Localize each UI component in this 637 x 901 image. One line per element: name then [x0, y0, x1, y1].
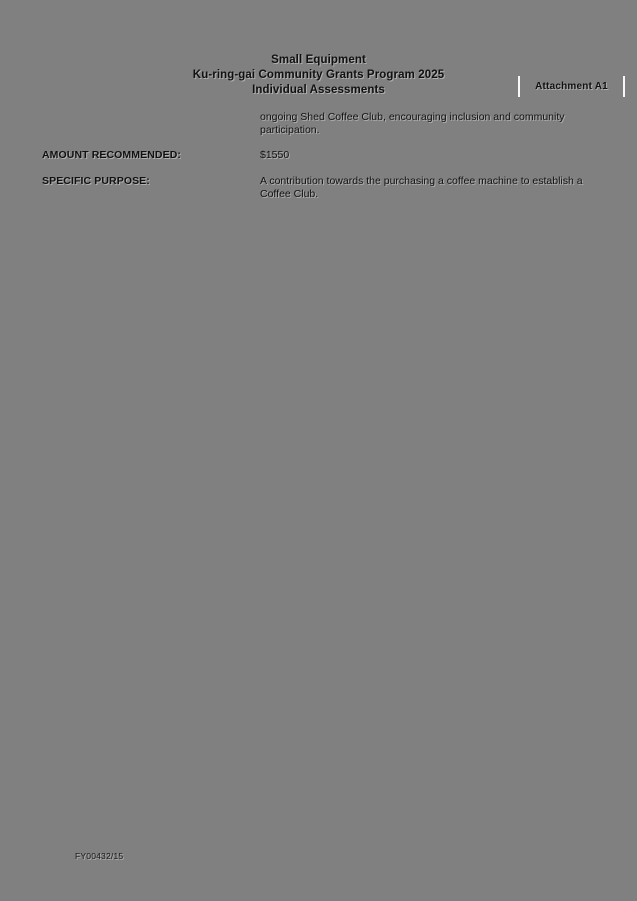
amount-recommended-value: $1550 — [260, 149, 290, 161]
description-continuation-text: ongoing Shed Coffee Club, encouraging inclusion and community participation. — [260, 111, 565, 136]
header-program-title: Ku-ring-gai Community Grants Program 2025 — [192, 68, 445, 81]
file-reference-footer: FY00432/15 — [75, 851, 124, 861]
specific-purpose-label: SPECIFIC PURPOSE: — [42, 175, 150, 187]
amount-recommended-label: AMOUNT RECOMMENDED: — [42, 149, 181, 161]
header-program-category: Small Equipment — [271, 54, 366, 66]
specific-purpose-value: A contribution towards the purchasing a coffee machine to establish a Coffee Club. — [260, 175, 583, 200]
attachment-right-bar — [623, 76, 625, 97]
attachment-tab — [518, 76, 625, 97]
header-subtitle: Individual Assessments — [252, 83, 385, 96]
attachment-label: Attachment A1 — [535, 81, 608, 92]
